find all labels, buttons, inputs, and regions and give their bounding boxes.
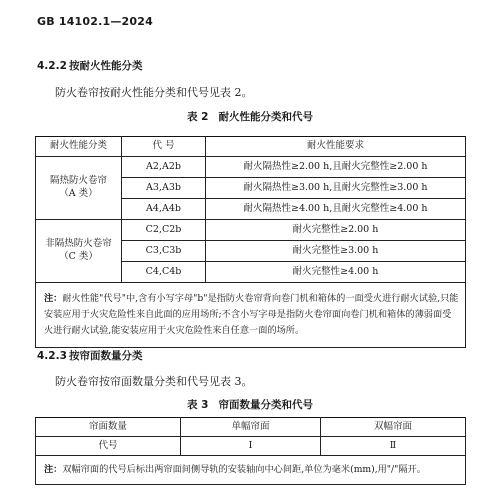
- section-number: 4.2.3: [37, 350, 67, 362]
- note-text: 双幅帘面的代号后标出两帘面间侧导轨的安装轴向中心间距,单位为毫米(mm),用"/"隔开。: [62, 463, 426, 475]
- category-cell-c: [36, 220, 122, 283]
- code-cell: C4,C4b: [122, 262, 206, 283]
- table-header-row: [36, 418, 466, 437]
- requirement-cell: 耐火完整性≥4.00 h: [206, 262, 466, 283]
- table-title: 耐火性能分类和代号: [218, 111, 313, 123]
- note-text: 耐火性能"代号"中,含有小写字母"b"是指防火卷帘背向卷门机和箱体的一面受火进行耐火试验,只能安装应用于火灾危险性来自此面的应用场所;不含小写字母是指防火卷帘面向卷门机和箱体的薄弱面受火进行耐火试验,能安装应用于火灾危险性来自任意一面的场所。: [44, 292, 459, 337]
- requirement-cell: 耐火完整性≥2.00 h: [206, 220, 466, 241]
- column-header: 帘面数量: [36, 418, 181, 437]
- note-label: 注：: [44, 463, 63, 475]
- category-name: 非隔热防火卷帘: [45, 238, 112, 250]
- table-header-row: [36, 137, 466, 157]
- column-header: 双幅帘面: [321, 418, 466, 437]
- table-note: [36, 456, 466, 485]
- row-label: 代号: [36, 437, 181, 456]
- table-3-caption: [0, 397, 500, 412]
- section-4-2-3-paragraph: 防火卷帘按帘面数量分类和代号见表 3。: [55, 375, 253, 388]
- code-cell: A3,A3b: [122, 178, 206, 199]
- category-name: 隔热防火卷帘: [49, 175, 107, 187]
- table-title: 帘面数量分类和代号: [218, 399, 313, 411]
- category-code: （A 类）: [59, 188, 98, 199]
- section-title: 按帘面数量分类: [69, 350, 143, 362]
- code-cell: Ⅰ: [181, 437, 321, 456]
- table-number: 表 3: [187, 399, 209, 411]
- requirement-cell: 耐火隔热性≥2.00 h,且耐火完整性≥2.00 h: [206, 157, 466, 178]
- code-cell: C2,C2b: [122, 220, 206, 241]
- column-header: 耐火性能分类: [36, 137, 122, 157]
- section-title: 按耐火性能分类: [69, 60, 143, 72]
- requirement-cell: 耐火完整性≥3.00 h: [206, 241, 466, 262]
- section-number: 4.2.2: [37, 60, 67, 72]
- column-header: 代 号: [122, 137, 206, 157]
- table-row: [36, 437, 466, 456]
- fire-resistance-table: [35, 136, 466, 348]
- table-row: [36, 220, 466, 241]
- table-note-row: [36, 283, 466, 348]
- section-4-2-2-paragraph: 防火卷帘按耐火性能分类和代号见表 2。: [55, 86, 253, 99]
- table-2-caption: [0, 109, 500, 124]
- table-number: 表 2: [187, 111, 209, 123]
- section-4-2-2-heading: [37, 58, 143, 73]
- table-row: [36, 157, 466, 178]
- requirement-cell: 耐火隔热性≥4.00 h,且耐火完整性≥4.00 h: [206, 199, 466, 220]
- standard-number: GB 14102.1—2024: [37, 15, 153, 28]
- code-cell: Ⅱ: [321, 437, 466, 456]
- requirement-cell: 耐火隔热性≥3.00 h,且耐火完整性≥3.00 h: [206, 178, 466, 199]
- category-code: （C 类）: [59, 251, 98, 262]
- curtain-count-table: [35, 417, 466, 485]
- column-header: 耐火性能要求: [206, 137, 466, 157]
- code-cell: A2,A2b: [122, 157, 206, 178]
- section-4-2-3-heading: [37, 348, 143, 363]
- code-cell: C3,C3b: [122, 241, 206, 262]
- category-cell-a: [36, 157, 122, 220]
- code-cell: A4,A4b: [122, 199, 206, 220]
- column-header: 单幅帘面: [181, 418, 321, 437]
- table-note: [36, 283, 466, 348]
- table-note-row: [36, 456, 466, 485]
- note-label: 注：: [44, 292, 63, 304]
